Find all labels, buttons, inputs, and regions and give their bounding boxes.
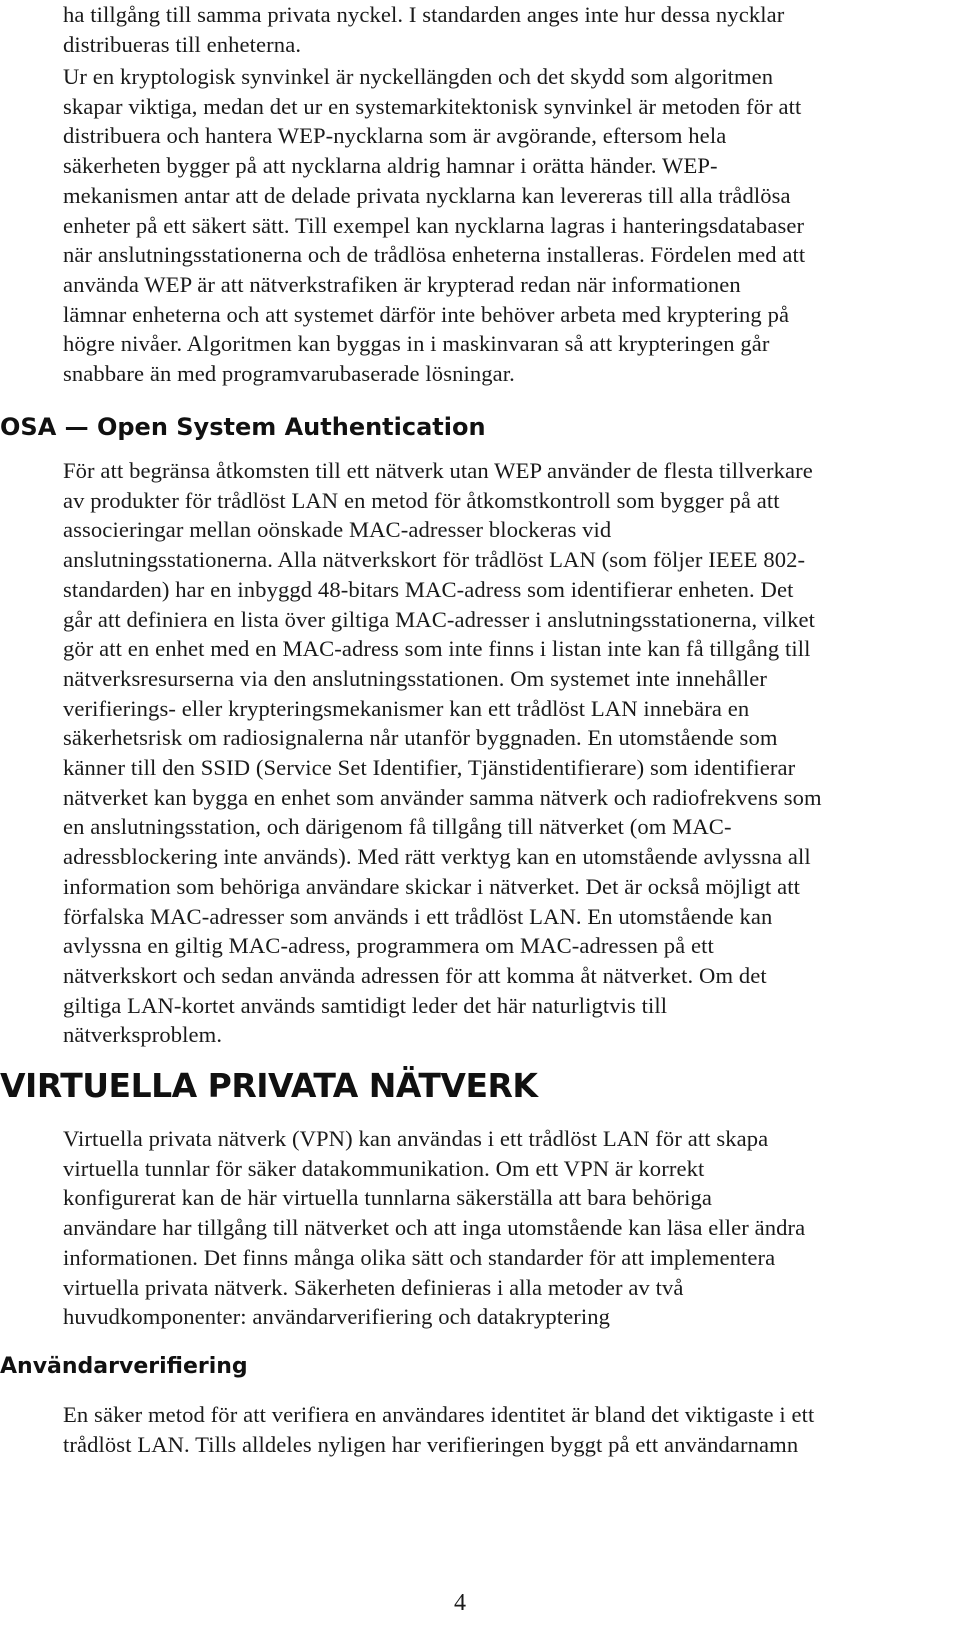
text-line: går att definiera en lista över giltiga MAC-adresser i anslutningsstationerna, vilket <box>63 606 815 632</box>
text-line: distribuera och hantera WEP-nycklarna som är avgörande, eftersom hela <box>63 123 727 149</box>
text-line: gör att en enhet med en MAC-adress som inte finns i listan inte kan få tillgång till <box>63 636 811 662</box>
text-line: Ur en kryptologisk synvinkel är nyckellängden och det skydd som algoritmen <box>63 64 774 89</box>
section-heading-osa: OSA — Open System Authentication <box>0 413 486 441</box>
text-line: konfigurerat kan de här virtuella tunnlarna säkerställa att bara behöriga <box>63 1185 713 1211</box>
paragraph-user-verification <box>63 1400 943 1459</box>
subsection-heading-user-verification: Användarverifiering <box>0 1354 248 1379</box>
text-line: nätverket kan bygga en enhet som använder samma nätverk och radiofrekvens som <box>63 784 822 810</box>
text-line: säkerhetsrisk om radiosignalerna når utanför byggnaden. En utomstående som <box>63 725 778 751</box>
text-line: virtuella tunnlar för säker datakommunikation. Om ett VPN är korrekt <box>63 1155 705 1181</box>
top-paragraph <box>63 0 943 59</box>
text-line: giltiga LAN-kortet används samtidigt leder det här naturligtvis till <box>63 992 668 1018</box>
section-heading-vpn: VIRTUELLA PRIVATA NÄTVERK <box>0 1066 538 1105</box>
page-number: 4 <box>454 1590 466 1616</box>
text-line: högre nivåer. Algoritmen kan byggas in i maskinvaran så att krypteringen går <box>63 331 770 357</box>
text-line: anslutningsstationerna. Alla nätverkskort för trådlöst LAN (som följer IEEE 802- <box>63 547 806 573</box>
text-line: nätverksproblem. <box>63 1022 223 1048</box>
text-line: huvudkomponenter: användarverifiering och datakryptering <box>63 1304 611 1330</box>
text-line: distribueras till enheterna. <box>63 31 302 57</box>
text-line: när anslutningsstationerna och de trådlösa enheterna installeras. Fördelen med att <box>63 242 806 268</box>
text-line: information som behöriga användare skickar i nätverket. Det är också möjligt att <box>63 873 801 899</box>
text-line: avlyssna en giltig MAC-adress, programmera om MAC-adressen på ett <box>63 933 714 959</box>
paragraph-key-distribution <box>63 62 943 389</box>
text-line: informationen. Det finns många olika sätt och standarder för att implementera <box>63 1244 776 1270</box>
text-line: En säker metod för att verifiera en användares identitet är bland det viktigaste i ett <box>63 1402 815 1427</box>
text-line: en anslutningsstation, och därigenom få tillgång till nätverket (om MAC- <box>63 814 732 840</box>
text-line: användare har tillgång till nätverket och att inga utomstående kan läsa eller ändra <box>63 1215 806 1241</box>
text-line: verifierings- eller krypteringsmekanismer kan ett trådlöst LAN innebära en <box>63 695 750 721</box>
text-line: förfalska MAC-adresser som används i ett trådlöst LAN. En utomstående kan <box>63 903 773 929</box>
text-line: adressblockering inte används). Med rätt verktyg kan en utomstående avlyssna all <box>63 844 811 870</box>
text-line: skapar viktiga, medan det ur en systemarkitektonisk synvinkel är metoden för att <box>63 93 802 119</box>
text-line: Virtuella privata nätverk (VPN) kan användas i ett trådlöst LAN för att skapa <box>63 1126 769 1151</box>
text-line: nätverksresurserna via den anslutningsstationen. Om systemet inte innehåller <box>63 665 768 691</box>
text-line: nätverkskort och sedan använda adressen för att komma åt nätverket. Om det <box>63 962 767 988</box>
text-line: ha tillgång till samma privata nyckel. I standarden anges inte hur dessa nycklar <box>63 2 785 27</box>
text-line: använda WEP är att nätverkstrafiken är krypterad redan när informationen <box>63 271 741 297</box>
text-line: lämnar enheterna och att systemet därför inte behöver arbeta med kryptering på <box>63 301 790 327</box>
text-line: virtuella privata nätverk. Säkerheten definieras i alla metoder av två <box>63 1274 684 1300</box>
text-line: associeringar mellan oönskade MAC-adresser blockeras vid <box>63 517 612 543</box>
text-line: säkerheten bygger på att nycklarna aldrig hamnar i orätta händer. WEP- <box>63 153 718 179</box>
text-line: känner till den SSID (Service Set Identifier, Tjänstidentifierare) som identifierar <box>63 755 796 781</box>
text-line: standarden) har en inbyggd 48-bitars MAC-adress som identifierar enheten. Det <box>63 576 794 602</box>
paragraph-osa <box>63 456 943 1050</box>
text-line: trådlöst LAN. Tills alldeles nyligen har verifieringen byggt på ett användarnamn <box>63 1431 799 1457</box>
text-line: snabbare än med programvarubaserade lösningar. <box>63 361 515 387</box>
text-line: av produkter för trådlöst LAN en metod för åtkomstkontroll som bygger på att <box>63 487 780 513</box>
text-line: mekanismen antar att de delade privata nycklarna kan levereras till alla trådlösa <box>63 182 791 208</box>
text-line: För att begränsa åtkomsten till ett nätverk utan WEP använder de flesta tillverkare <box>63 458 813 483</box>
text-line: enheter på ett säkert sätt. Till exempel kan nycklarna lagras i hanteringsdatabaser <box>63 212 805 238</box>
paragraph-vpn <box>63 1124 943 1332</box>
